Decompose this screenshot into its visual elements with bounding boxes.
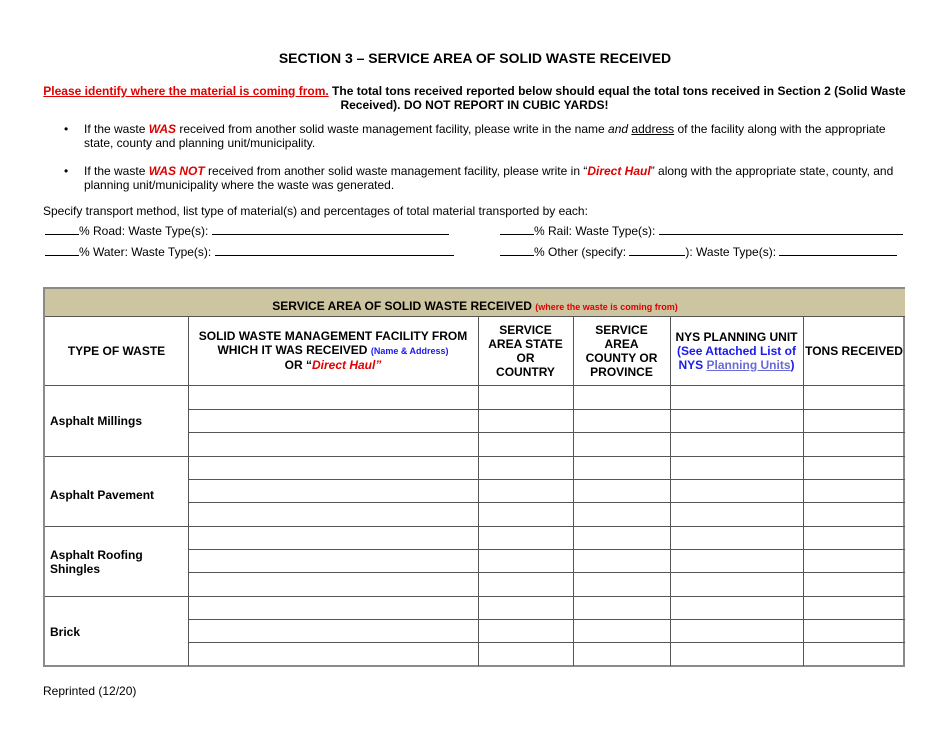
bullet-text: ” along with the appropriate state, county, and planning unit/municipality where the waste was generated. [84,164,894,192]
subrow-divider [188,502,905,503]
group-divider [45,526,905,527]
other-percent-field[interactable] [500,244,534,256]
intro-body: The total tons received reported below should equal the total tons received in Section 2 (Solid Waste Received). DO NOT REPORT IN CUBIC YARDS! [332,84,906,112]
header-nys-sub: (See Attached List of NYS [677,343,796,372]
col-divider [478,316,479,666]
road-line [45,223,449,238]
reprint-date: Reprinted (12/20) [43,684,137,698]
road-percent-field[interactable] [45,223,79,235]
banner-title: SERVICE AREA OF SOLID WASTE RECEIVED [272,299,532,313]
header-tons: TONS RECEIVED [805,343,903,358]
header-type-of-waste: TYPE OF WASTE [67,343,166,358]
bullet-text: of the facility along with the appropriate state, county and planning unit/municipality. [84,122,886,150]
water-percent-field[interactable] [45,244,79,256]
bullet-text: If the waste [84,164,149,178]
bullet-text: received from another solid waste management facility, please write in the name [176,122,609,136]
road-type-field[interactable] [212,223,449,235]
col-divider [573,316,574,666]
rail-percent-field[interactable] [500,223,534,235]
col-divider [670,316,671,666]
rail-line [500,223,903,238]
subrow-divider [188,479,905,480]
header-facility-sub: (Name & Address) [370,346,449,356]
other-label-b: ): Waste Type(s): [685,245,777,259]
row-label-asphalt-pavement: Asphalt Pavement [50,488,155,502]
bullet-dot: • [64,164,69,178]
bullet-text: If the waste [84,122,149,136]
header-facility [188,316,478,385]
header-facility-or: OR “ [284,358,312,372]
subrow-divider [188,572,905,573]
group-divider [45,456,905,457]
table-banner [45,289,905,316]
col-divider [803,316,804,666]
header-nys-close: ) [790,357,795,372]
water-line [45,244,454,259]
other-label: % Other (specify: [534,245,627,259]
intro-highlight: Please identify where the material is coming from. [43,84,329,98]
subrow-divider [188,619,905,620]
header-nys-text [674,330,799,372]
col-divider [188,316,189,666]
road-label: % Road: Waste Type(s): [79,224,209,238]
bullet-emphasis: WAS NOT [148,164,205,178]
other-type-field[interactable] [779,244,897,256]
header-direct-haul-close: ” [375,358,382,372]
subrow-divider [188,409,905,410]
other-line [500,244,897,259]
bullet-underline: address [631,122,675,136]
section-title: SECTION 3 – SERVICE AREA OF SOLID WASTE RECEIVED [278,50,672,66]
row-label-asphalt-millings: Asphalt Millings [50,414,143,428]
bullet-was [64,122,904,150]
row-divider [45,316,905,317]
bullet-was-not [64,164,904,192]
bullet-dot: • [64,122,69,136]
row-label-brick: Brick [50,625,81,639]
header-county: SERVICE AREA COUNTY OR PROVINCE [585,322,658,379]
banner-subtitle: (where the waste is coming from) [535,302,678,312]
row-label-asphalt-roofing-shingles: Asphalt Roofing Shingles [50,548,143,576]
bullet-text: received from another solid waste management facility, please write in “ [204,164,588,178]
subrow-divider [188,642,905,643]
rail-label: % Rail: Waste Type(s): [534,224,656,238]
bullet-emphasis: WAS [148,122,177,136]
other-specify-field[interactable] [629,244,685,256]
bullet-direct-haul: Direct Haul [587,164,651,178]
water-type-field[interactable] [215,244,454,256]
subrow-divider [188,549,905,550]
rail-type-field[interactable] [659,223,903,235]
row-divider [45,385,905,386]
header-state: SERVICE AREA STATE OR COUNTRY [488,322,563,379]
bullet-italic: and [608,122,629,136]
header-facility-text [194,329,472,372]
water-label: % Water: Waste Type(s): [79,245,212,259]
specify-instructions: Specify transport method, list type of material(s) and percentages of total material transported by each: [43,204,588,218]
intro-text [43,84,906,112]
subrow-divider [188,432,905,433]
group-divider [45,596,905,597]
header-nys-planning-unit [670,316,803,385]
header-nys-main: NYS PLANNING UNIT [675,329,798,344]
header-direct-haul: Direct Haul [311,358,376,372]
header-facility-main: SOLID WASTE MANAGEMENT FACILITY FROM WHICH IT WAS RECEIVED [198,329,468,357]
planning-units-link[interactable]: Planning Units [706,357,791,372]
